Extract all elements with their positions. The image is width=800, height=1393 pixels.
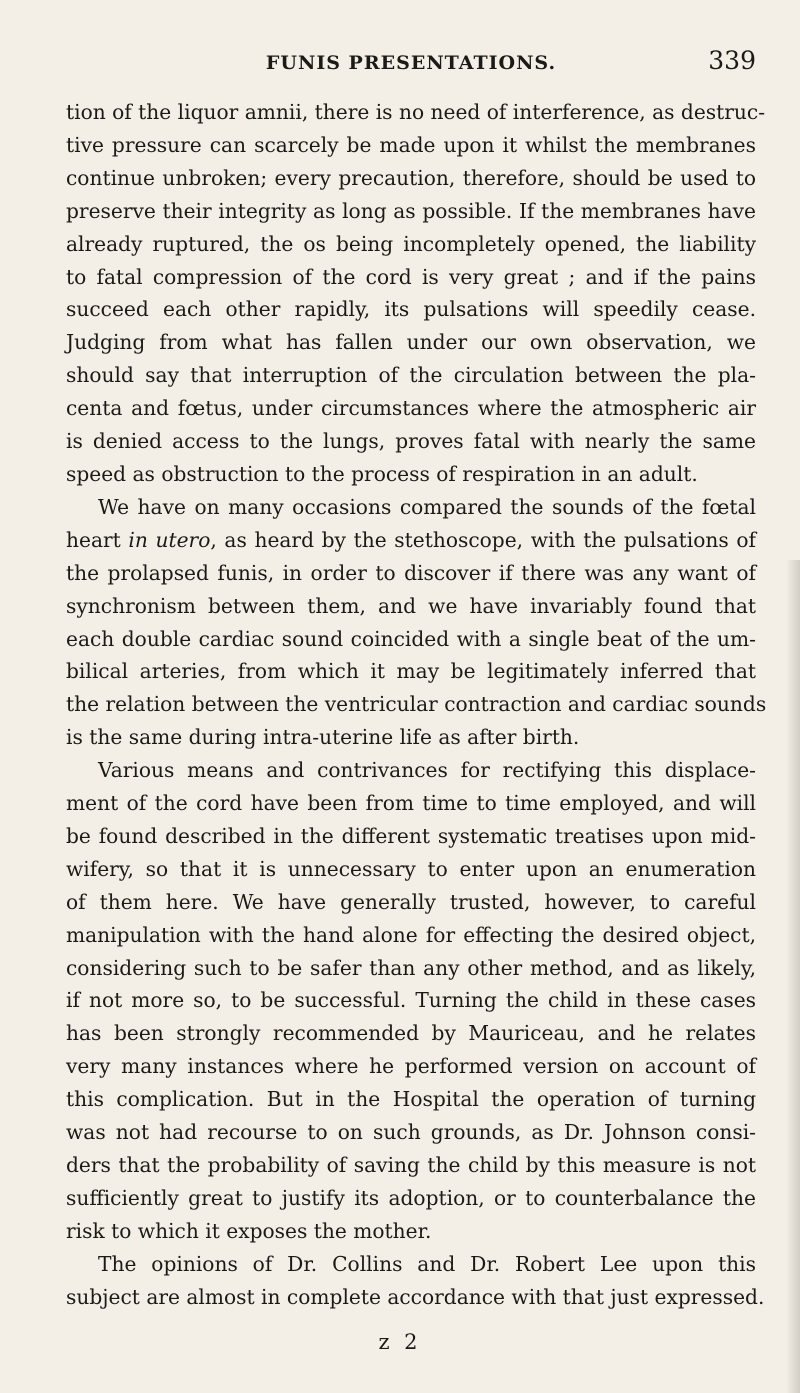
page-number: 339 (708, 46, 756, 75)
text-line: bilical arteries, from which it may be legitimately inferred that (66, 659, 756, 684)
text-line: wifery, so that it is unnecessary to enter upon an enumeration (66, 856, 756, 881)
text-line: subject are almost in complete accordance with that just expressed. (66, 1284, 765, 1309)
text-line: continue unbroken; every precaution, therefore, should be used to (66, 165, 756, 190)
paragraph (66, 96, 766, 491)
text-line: preserve their integrity as long as possible. If the membranes have (66, 198, 756, 223)
text-line: was not had recourse to on such grounds, as Dr. Johnson consi- (66, 1120, 756, 1145)
text-line: considering such to be safer than any other method, and as likely, (66, 955, 756, 980)
text-line: if not more so, to be successful. Turning the child in these cases (66, 988, 756, 1013)
text-line: heart in utero, as heard by the stethoscope, with the pulsations of (66, 527, 757, 552)
text-line: this complication. But in the Hospital the operation of turning (66, 1087, 756, 1112)
text-line: tive pressure can scarcely be made upon it whilst the membranes (66, 132, 756, 157)
text-line: each double cardiac sound coincided with a single beat of the um- (66, 626, 756, 651)
text-line: synchronism between them, and we have invariably found that (66, 593, 756, 618)
signature-mark: z 2 (378, 1330, 422, 1354)
text-line: to fatal compression of the cord is very great ; and if the pains (66, 264, 756, 289)
text-line: is the same during intra-uterine life as after birth. (66, 725, 580, 750)
body-text (66, 96, 767, 1314)
paragraph (66, 1248, 765, 1314)
text-line: be found described in the different systematic treatises upon mid- (66, 823, 756, 848)
text-line: centa and fœtus, under circumstances where the atmospheric air (66, 396, 756, 421)
italic-phrase: in utero (128, 527, 211, 552)
text-line: manipulation with the hand alone for effecting the desired object, (66, 922, 756, 947)
text-line: The opinions of Dr. Collins and Dr. Robert Lee upon this (98, 1251, 756, 1276)
page-header (66, 46, 756, 82)
text-line: sufficiently great to justify its adoption, or to counterbalance the (66, 1185, 756, 1210)
text-line: has been strongly recommended by Mauriceau, and he relates (66, 1021, 756, 1046)
text-line: of them here. We have generally trusted, however, to careful (66, 889, 756, 914)
text-line: already ruptured, the os being incompletely opened, the liability (66, 231, 756, 256)
text-line: the relation between the ventricular contraction and cardiac sounds (66, 692, 767, 717)
text-line: ders that the probability of saving the child by this measure is not (66, 1153, 756, 1177)
paragraph (66, 754, 756, 1248)
text-line: the prolapsed funis, in order to discover if there was any want of (66, 560, 756, 585)
text-line: risk to which it exposes the mother. (66, 1218, 432, 1243)
text-line: Judging from what has fallen under our own observation, we (66, 330, 756, 355)
text-line: should say that interruption of the circulation between the pla- (66, 363, 756, 388)
page-edge-shadow (786, 560, 800, 1393)
text-line: ment of the cord have been from time to time employed, and will (66, 791, 756, 816)
text-line: We have on many occasions compared the sounds of the fœtal (98, 494, 756, 519)
text-line: Various means and contrivances for rectifying this displace- (98, 758, 756, 783)
text-line: is denied access to the lungs, proves fatal with nearly the same (66, 429, 756, 454)
text-line: tion of the liquor amnii, there is no need of interference, as destruc- (66, 100, 766, 124)
running-head: FUNIS PRESENTATIONS. (265, 52, 557, 74)
paragraph (66, 491, 767, 754)
text-line: speed as obstruction to the process of respiration in an adult. (66, 461, 698, 486)
text-line: very many instances where he performed version on account of (66, 1054, 756, 1079)
text-line: succeed each other rapidly, its pulsations will speedily cease. (66, 297, 756, 322)
